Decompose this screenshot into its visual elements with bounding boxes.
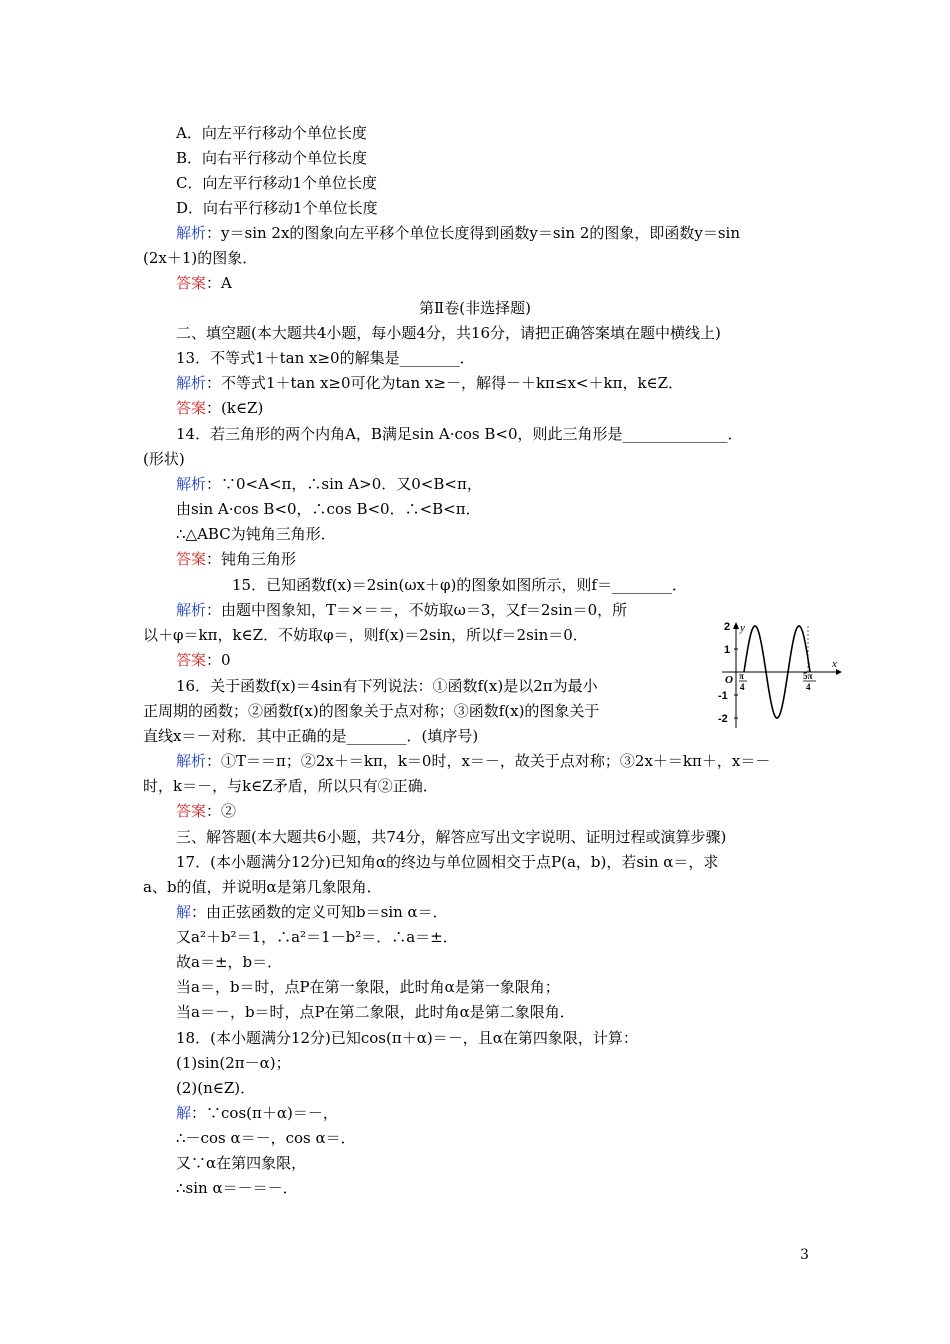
- question-13: 13．不等式1＋tan x≥0的解集是________．: [176, 349, 475, 367]
- x-tick-2-denominator: 4: [806, 682, 811, 692]
- analysis-16: [176, 751, 770, 771]
- analysis-15: [176, 600, 627, 620]
- analysis-13: [176, 373, 683, 393]
- analysis-label: 解析: [176, 224, 207, 242]
- solution-text: ：由正弦函数的定义可知b＝sin α＝．: [191, 903, 448, 921]
- analysis-label: 解析: [176, 752, 207, 770]
- answer-16: [176, 801, 236, 821]
- question-14: 14．若三角形的两个内角A，B满足sin A·cos B<0，则此三角形是______________．: [176, 425, 743, 443]
- question-16-line3: 直线x＝－对称．其中正确的是________．(填序号): [143, 727, 479, 745]
- x-tick-1-denominator: 4: [740, 682, 745, 692]
- answer-text: ：(k∈Z): [206, 399, 264, 417]
- question-16-line2: 正周期的函数；②函数f(x)的图象关于点对称；③函数f(x)的图象关于: [143, 702, 600, 720]
- x-axis-arrow: [836, 669, 842, 675]
- option-a: A．向左平行移动个单位长度: [176, 124, 367, 142]
- sine-graph-figure: [718, 622, 842, 732]
- analysis-text: ：y＝sin 2x的图象向左平移个单位长度得到函数y＝sin 2的图象，即函数y＝sin: [206, 224, 740, 242]
- solution-17-line4: 当a＝，b＝时，点P在第一象限，此时角α是第一象限角；: [176, 978, 560, 996]
- answer-text: ：②: [206, 802, 237, 820]
- solution-17-line5: 当a＝－，b＝时，点P在第二象限，此时角α是第二象限角．: [176, 1003, 575, 1021]
- solution-18-line4: ∴sin α＝－＝－．: [176, 1179, 298, 1197]
- answer-text: ：钝角三角形: [206, 550, 297, 568]
- analysis-15-cont: 以＋φ＝kπ，k∈Z．不妨取φ＝，则f(x)＝2sin，所以f＝2sin＝0．: [143, 626, 588, 644]
- question-15: 15．已知函数f(x)＝2sin(ωx＋φ)的图象如图所示，则f＝________．: [232, 576, 687, 594]
- answer-label: 答案: [176, 399, 207, 417]
- analysis-label: 解析: [176, 475, 207, 493]
- section-2-heading: 二、填空题(本大题共4小题，每小题4分，共16分，请把正确答案填在题中横线上): [176, 324, 721, 342]
- analysis-14: [176, 474, 482, 494]
- question-18-part1: (1)sin(2π－α)；: [176, 1054, 291, 1072]
- solution-18-line3: 又∵α在第四象限，: [176, 1154, 307, 1172]
- y-tick-label-m2: -2: [718, 713, 728, 725]
- analysis-label: 解析: [176, 601, 207, 619]
- option-c: C．向左平行移动1个单位长度: [176, 174, 378, 192]
- y-tick-label-1: 1: [724, 644, 731, 656]
- solution-17: [176, 902, 448, 922]
- question-17: 17．(本小题满分12分)已知角α的终边与单位圆相交于点P(a，b)，若sin α＝，求: [176, 853, 719, 871]
- analysis-label: 解析: [176, 374, 207, 392]
- analysis-12-cont: (2x＋1)的图象．: [143, 249, 258, 267]
- question-18: 18．(本小题满分12分)已知cos(π＋α)＝－，且α在第四象限，计算：: [176, 1029, 638, 1047]
- question-16: 16．关于函数f(x)＝4sin有下列说法：①函数f(x)是以2π为最小: [176, 677, 598, 695]
- solution-label: 解: [176, 903, 192, 921]
- analysis-text: ：∵0<A<π，∴sin A>0．又0<B<π，: [206, 475, 482, 493]
- y-axis-label: y: [740, 622, 745, 634]
- answer-14: [176, 549, 296, 569]
- solution-text: ：∵cos(π＋α)＝－，: [191, 1104, 338, 1122]
- answer-13: [176, 398, 263, 418]
- analysis-text: ：不等式1＋tan x≥0可化为tan x≥－，解得－＋kπ≤x<＋kπ，k∈Z．: [206, 374, 684, 392]
- solution-label: 解: [176, 1104, 192, 1122]
- solution-18: [176, 1103, 338, 1123]
- x-tick-2-numerator: 5π: [803, 671, 813, 681]
- answer-text: ：0: [206, 651, 231, 669]
- analysis-16-cont: 时，k＝－，与k∈Z矛盾，所以只有②正确．: [143, 777, 438, 795]
- answer-label: 答案: [176, 802, 207, 820]
- y-tick-label-m1: -1: [718, 690, 728, 702]
- analysis-text: ：由题中图象知，T＝×＝＝，不妨取ω＝3，又f＝2sin＝0，所: [206, 601, 628, 619]
- analysis-14-line3: ∴△ABC为钝角三角形．: [176, 525, 336, 543]
- y-tick-label-2: 2: [724, 622, 731, 633]
- option-d: D．向右平行移动1个单位长度: [176, 199, 378, 217]
- solution-17-line3: 故a＝±，b＝．: [176, 953, 283, 971]
- section-title: 第Ⅱ卷(非选择题): [419, 299, 531, 317]
- question-17-cont: a、b的值，并说明α是第几象限角．: [143, 878, 382, 896]
- x-tick-1-numerator: π: [739, 671, 744, 681]
- analysis-14-line2: 由sin A·cos B<0，∴cos B<0．∴<B<π．: [176, 500, 481, 518]
- answer-12: [176, 273, 232, 293]
- answer-text: ：A: [206, 274, 232, 292]
- section-3-heading: 三、解答题(本大题共6小题，共74分，解答应写出文字说明、证明过程或演算步骤): [176, 828, 727, 846]
- x-axis-label: x: [832, 658, 837, 670]
- answer-label: 答案: [176, 274, 207, 292]
- question-18-part2: (2)(n∈Z)．: [176, 1079, 256, 1097]
- analysis-text: ：①T＝＝π；②2x＋＝kπ，k＝0时，x＝－，故关于点对称；③2x＋＝kπ＋，x＝－: [206, 752, 771, 770]
- origin-label: O: [725, 674, 733, 686]
- analysis-12: [176, 223, 740, 243]
- solution-17-line2: 又a²＋b²＝1，∴a²＝1－b²＝．∴a＝±．: [176, 928, 458, 946]
- answer-label: 答案: [176, 651, 207, 669]
- answer-label: 答案: [176, 550, 207, 568]
- question-14-cont: (形状): [143, 450, 185, 468]
- option-b: B．向右平行移动个单位长度: [176, 149, 368, 167]
- solution-18-line2: ∴－cos α＝－，cos α＝．: [176, 1129, 356, 1147]
- answer-15: [176, 650, 231, 670]
- page-number: 3: [800, 1247, 809, 1263]
